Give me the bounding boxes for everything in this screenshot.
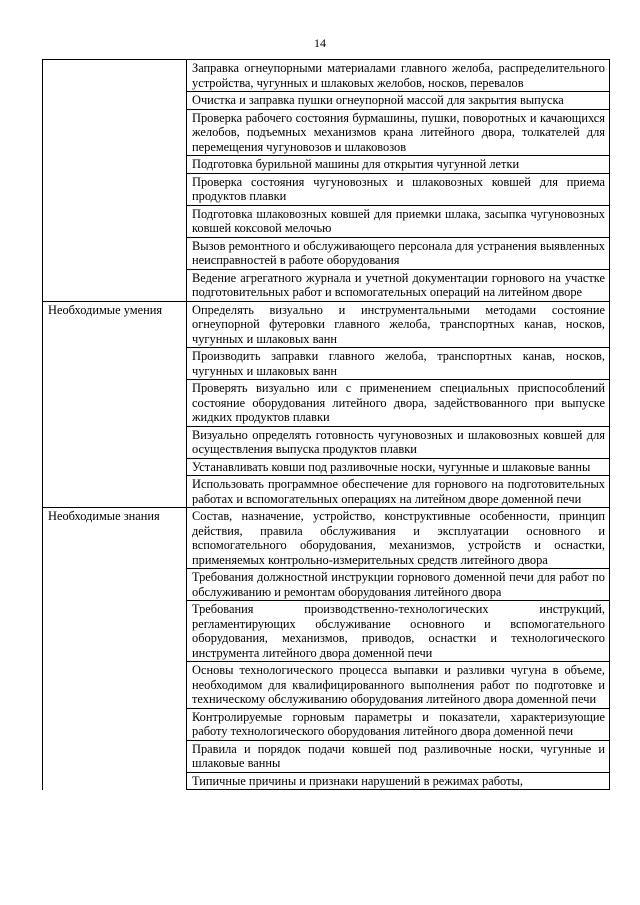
row-text: Вызов ремонтного и обслуживающего персонала для устранения выявленных неисправностей в работе оборудования (187, 237, 610, 269)
row-text: Производить заправки главного желоба, транспортных канав, носков, чугунных и шлаковых ванн (187, 348, 610, 380)
row-text: Использовать программное обеспечение для горнового на подготовительных работах и вспомогательных операциях на литейном дворе доменной печи (187, 476, 610, 508)
row-text: Подготовка шлаковозных ковшей для приемки шлака, засыпка чугуновозных ковшей коксовой мелочью (187, 205, 610, 237)
row-text: Устанавливать ковши под разливочные носки, чугунные и шлаковые ванны (187, 458, 610, 476)
row-text: Требования должностной инструкции горнового доменной печи для работ по обслуживанию и ремонтам оборудования литейного двора (187, 569, 610, 601)
row-text: Очистка и заправка пушки огнеупорной массой для закрытия выпуска (187, 92, 610, 110)
row-text: Определять визуально и инструментальными методами состояние огнеупорной футеровки главного желоба, транспортных канав, носков, чугунных и шлаковых ванн (187, 301, 610, 348)
row-text: Проверка рабочего состояния бурмашины, пушки, поворотных и качающихся желобов, подъемных механизмов крана литейного двора, толкателей для перемещения чугуновозов и шлаковозов (187, 109, 610, 156)
row-label (43, 60, 187, 302)
table-row (43, 60, 610, 92)
row-text: Контролируемые горновым параметры и показатели, характеризующие работу технологического оборудования литейного двора доменной печи (187, 708, 610, 740)
section-label-skills: Необходимые умения (43, 301, 187, 508)
page-number: 14 (314, 36, 326, 50)
row-text: Проверять визуально или с применением специальных приспособлений состояние оборудования литейного двора, задействованного при выпуске жидких продуктов плавки (187, 380, 610, 427)
row-text: Подготовка бурильной машины для открытия чугунной летки (187, 156, 610, 174)
row-text: Визуально определять готовность чугуновозных и шлаковозных ковшей для осуществления выпуска продуктов плавки (187, 426, 610, 458)
section-label-knowledge: Необходимые знания (43, 508, 187, 790)
row-text: Проверка состояния чугуновозных и шлаковозных ковшей для приема продуктов плавки (187, 173, 610, 205)
row-text: Требования производственно-технологических инструкций, регламентирующих обслуживание основного и вспомогательного оборудования, механизмов, приводов, оснастки и технологического инструмента литейного двора доменной печи (187, 601, 610, 662)
row-text: Типичные причины и признаки нарушений в режимах работы, (187, 772, 610, 790)
table-row (43, 301, 610, 348)
row-text: Основы технологического процесса выпавки и разливки чугуна в объеме, необходимом для квалифицированного выполнения работ по подготовке и техническому обслуживанию оборудования литейного двора доменной печи (187, 662, 610, 709)
table-row (43, 508, 610, 569)
competency-table (42, 59, 610, 790)
row-text: Состав, назначение, устройство, конструктивные особенности, принцип действия, правила обслуживания и эксплуатации основного и вспомогательного оборудования, механизмов, устройств и оснастки, применяемых контрольно-измерительных средств литейного двора (187, 508, 610, 569)
row-text: Ведение агрегатного журнала и учетной документации горнового на участке подготовительных работ и вспомогательных операций на литейном дворе (187, 269, 610, 301)
row-text: Правила и порядок подачи ковшей под разливочные носки, чугунные и шлаковые ванны (187, 740, 610, 772)
row-text: Заправка огнеупорными материалами главного желоба, распределительного устройства, чугунных и шлаковых желобов, носков, перевалов (187, 60, 610, 92)
